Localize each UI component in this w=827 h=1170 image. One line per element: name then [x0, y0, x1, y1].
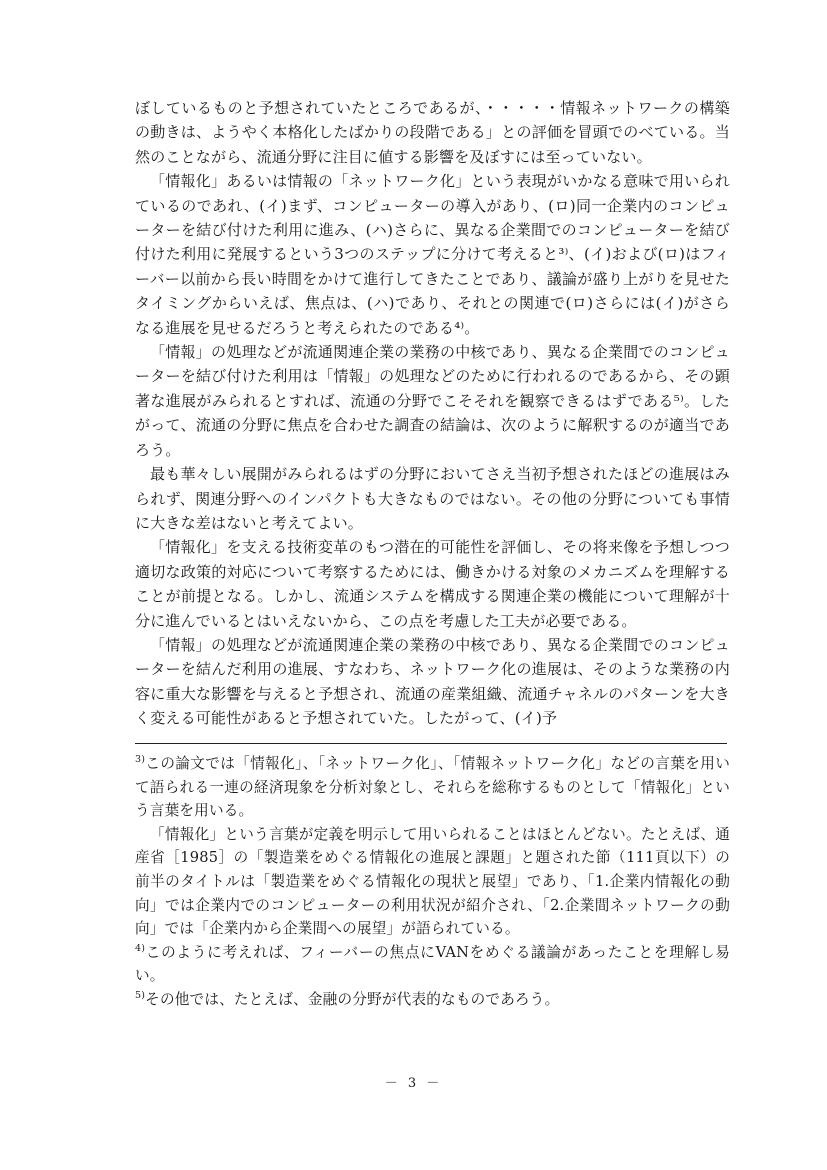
- body-paragraph-4: 最も華々しい展開がみられるはずの分野においてさえ当初予想されたほどの進展はみられず、関連分野へのインパクトも大きなものではない。その他の分野についても事情に大きな差はないと考えてよい。: [135, 465, 730, 532]
- footnote-3: [135, 752, 730, 823]
- main-body-text: [135, 96, 730, 731]
- footnote-3-text: この論文では「情報化」、「ネットワーク化」、「情報ネットワーク化」などの言葉を用いて語られる一連の経済現象を分析対象とし、それらを総称するものとして「情報化」という言葉を用いる。: [135, 755, 730, 820]
- page-number: － 3 －: [384, 1076, 443, 1091]
- body-paragraph-5: 「情報化」を支える技術変革のもつ潜在的可能性を評価し、その将来像を予想しつつ適切な政策的対応について考察するためには、働きかける対象のメカニズムを理解することが前提となる。しかし、流通システムを構成する関連企業の機能について理解が十分に進んでいるとはいえないから、この点を考慮した工夫が必要である。: [135, 538, 730, 630]
- footnote-separator: [135, 743, 727, 744]
- footnote-3-mark: 3): [135, 754, 146, 766]
- body-paragraph-3: 「情報」の処理などが流通関連企業の業務の中核であり、異なる企業間でのコンピューターを結び付けた利用は「情報」の処理などのために行われるのであるから、その顕著な進展がみられるとすれば、流通の分野でこそそれを観察できるはずである⁵⁾。したがって、流通の分野に焦点を合わせた調査の結論は、次のように解釈するのが適当であろう。: [135, 343, 730, 459]
- body-paragraph-1: ぼしているものと予想されていたところであるが、・・・・・情報ネットワークの構築の動きは、ようやく本格化したばかりの段階である」との評価を冒頭でのべている。当然のことながら、流通分野に注目に値する影響を及ぼすには至っていない。: [135, 99, 730, 166]
- footnotes: [135, 752, 730, 1012]
- footnote-3-continuation: 「情報化」という言葉が定義を明示して用いられることはほとんどない。たとえば、通産省［1985］の「製造業をめぐる情報化の進展と課題」と題された節（111頁以下）の前半のタイトルは「製造業をめぐる情報化の現状と展望」であり、「1.企業内情報化の動向」では企業内でのコンピューターの利用状況が紹介され、「2.企業間ネットワークの動向」では「企業内から企業間への展望」が語られている。: [135, 825, 730, 938]
- footnote-4: [135, 941, 730, 988]
- body-paragraph-2: 「情報化」あるいは情報の「ネットワーク化」という表現がいかなる意味で用いられているのであれ、(イ)まず、コンピューターの導入があり、(ロ)同一企業内のコンピューターを結び付けた利用に進み、(ハ)さらに、異なる企業間でのコンピューターを結び付けた利用に発展するという3つのステップに分けて考えると³⁾、(イ)および(ロ)はフィーバー以前から長い時間をかけて進行してきたことであり、議論が盛り上がりを見せたタイミングからいえば、焦点は、(ハ)であり、それとの関連で(ロ)さらには(イ)がさらなる進展を見せるだろうと考えられたのである⁴⁾。: [135, 172, 730, 337]
- body-paragraph-6: 「情報」の処理などが流通関連企業の業務の中核であり、異なる企業間でのコンピューターを結んだ利用の進展、すなわち、ネットワーク化の進展は、そのような業務の内容に重大な影響を与えると予想され、流通の産業組織、流通チャネルのパターンを大きく変える可能性があると予想されていた。したがって、(イ)予: [135, 635, 730, 728]
- footnote-4-text: このように考えれば、フィーバーの焦点にVANをめぐる議論があったことを理解し易い。: [135, 943, 730, 985]
- footnote-5-mark: 5): [135, 990, 146, 1002]
- footnote-5-text: その他では、たとえば、金融の分野が代表的なものであろう。: [145, 990, 560, 1008]
- footnote-4-mark: 4): [135, 942, 146, 954]
- footnote-5: [135, 988, 730, 1012]
